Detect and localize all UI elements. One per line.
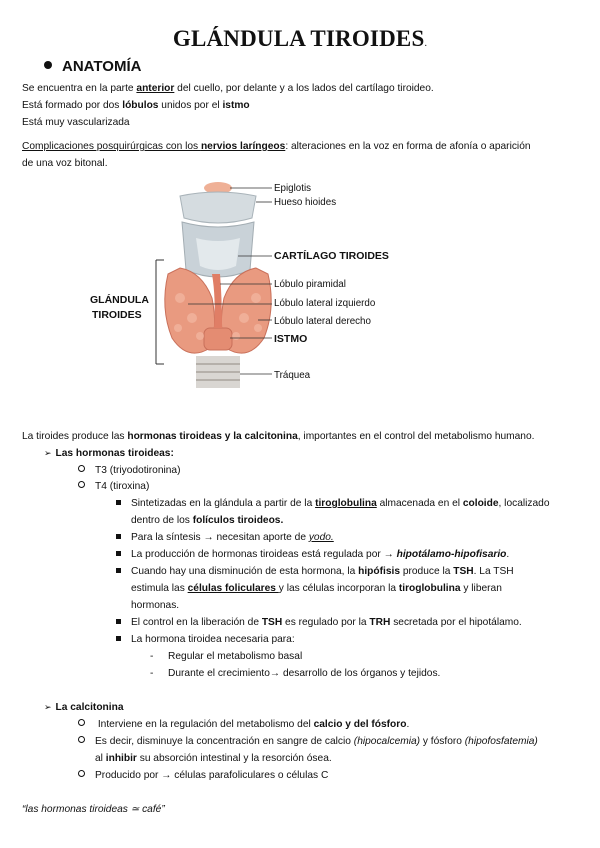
label-istmo: ISTMO <box>274 333 308 345</box>
label-lobulo-izquierdo: Lóbulo lateral izquierdo <box>274 298 376 309</box>
circle-bullet-icon <box>78 481 85 488</box>
item-sintetizadas-cont: dentro de los folículos tiroideos. <box>131 515 284 526</box>
circle-bullet-icon <box>78 770 85 777</box>
square-bullet-icon <box>116 551 121 556</box>
thyroid-illustration <box>80 178 410 388</box>
label-glandula: GLÁNDULA <box>90 294 149 306</box>
item-control: El control en la liberación de TSH es regulado por la TRH secretada por el hipotálamo. <box>116 616 522 629</box>
item-metabolismo: - Regular el metabolismo basal <box>150 651 303 662</box>
circle-bullet-icon <box>78 465 85 472</box>
section-heading-anatomy: ANATOMÍA <box>44 58 141 75</box>
anatomy-line-2: Está formado por dos lóbulos unidos por el istmo <box>22 100 250 111</box>
square-bullet-icon <box>116 534 121 539</box>
square-bullet-icon <box>116 500 121 505</box>
item-t3: T3 (triyodotironina) <box>78 464 181 477</box>
item-disminucion-cont: estimula las células foliculares y las células incorporan la tiroglobulina y liberan <box>131 583 502 594</box>
item-produccion: La producción de hormonas tiroideas está regulada por → hipotálamo-hipofisario. <box>116 548 509 561</box>
item-crecimiento: - Durante el crecimiento→ desarrollo de los órganos y tejidos. <box>150 668 441 679</box>
item-producido: Producido por → células parafoliculares o células C <box>78 769 328 782</box>
label-hueso-hioides: Hueso hioides <box>274 197 337 208</box>
heading-calcitonina: ➢ La calcitonina <box>44 702 124 713</box>
circle-bullet-icon <box>78 719 85 726</box>
item-necesaria: La hormona tiroidea necesaria para: <box>116 633 295 646</box>
bullet-icon <box>44 61 52 69</box>
item-sintetizadas: Sintetizadas en la glándula a partir de la tiroglobulina almacenada en el coloide, localizado <box>116 497 549 510</box>
item-disminucion: Cuando hay una disminución de esta hormona, la hipófisis produce la TSH. La TSH <box>116 565 514 578</box>
label-traquea: Tráquea <box>274 370 311 381</box>
item-interviene: Interviene en la regulación del metabolismo del calcio y del fósforo. <box>78 718 409 731</box>
item-es-decir: Es decir, disminuye la concentración en sangre de calcio (hipocalcemia) y fósforo (hipofosfatemia) <box>78 735 538 748</box>
label-lobulo-piramidal: Lóbulo piramidal <box>274 279 346 290</box>
anatomy-line-1: Se encuentra en la parte anterior del cuello, por delante y a los lados del cartílago tiroideo. <box>22 83 434 94</box>
item-es-decir-cont: al inhibir su absorción intestinal y la resorción ósea. <box>95 753 332 764</box>
label-lobulo-derecho: Lóbulo lateral derecho <box>274 316 371 327</box>
square-bullet-icon <box>116 619 121 624</box>
quote-footer: “las hormonas tiroideas ≃ café” <box>22 804 165 815</box>
arrow-bullet-icon: ➢ <box>44 702 52 712</box>
label-cartilago-tiroides: CARTÍLAGO TIROIDES <box>274 250 389 262</box>
anatomy-line-4: Complicaciones posquirúrgicas con los nervios laríngeos: alteraciones en la voz en forma de afonía o aparición <box>22 141 531 152</box>
square-bullet-icon <box>116 636 121 641</box>
item-sintesis: Para la síntesis → necesitan aporte de yodo. <box>116 531 334 544</box>
intro-paragraph: La tiroides produce las hormonas tiroideas y la calcitonina, importantes en el control del metabolismo humano. <box>22 431 535 442</box>
arrow-bullet-icon: ➢ <box>44 448 52 458</box>
anatomy-line-3: Está muy vascularizada <box>22 117 130 128</box>
square-bullet-icon <box>116 568 121 573</box>
page-title: GLÁNDULA TIROIDES. <box>172 26 428 51</box>
label-tiroides: TIROIDES <box>92 309 142 321</box>
hyoid-shape <box>180 192 256 223</box>
anatomy-line-5: de una voz bitonal. <box>22 158 108 169</box>
circle-bullet-icon <box>78 736 85 743</box>
item-disminucion-cont2: hormonas. <box>131 600 180 611</box>
heading-hormonas: ➢ Las hormonas tiroideas: <box>44 448 174 459</box>
label-epiglotis: Epiglotis <box>274 183 312 194</box>
item-t4: T4 (tiroxina) <box>78 480 149 493</box>
isthmus-shape <box>204 328 232 350</box>
